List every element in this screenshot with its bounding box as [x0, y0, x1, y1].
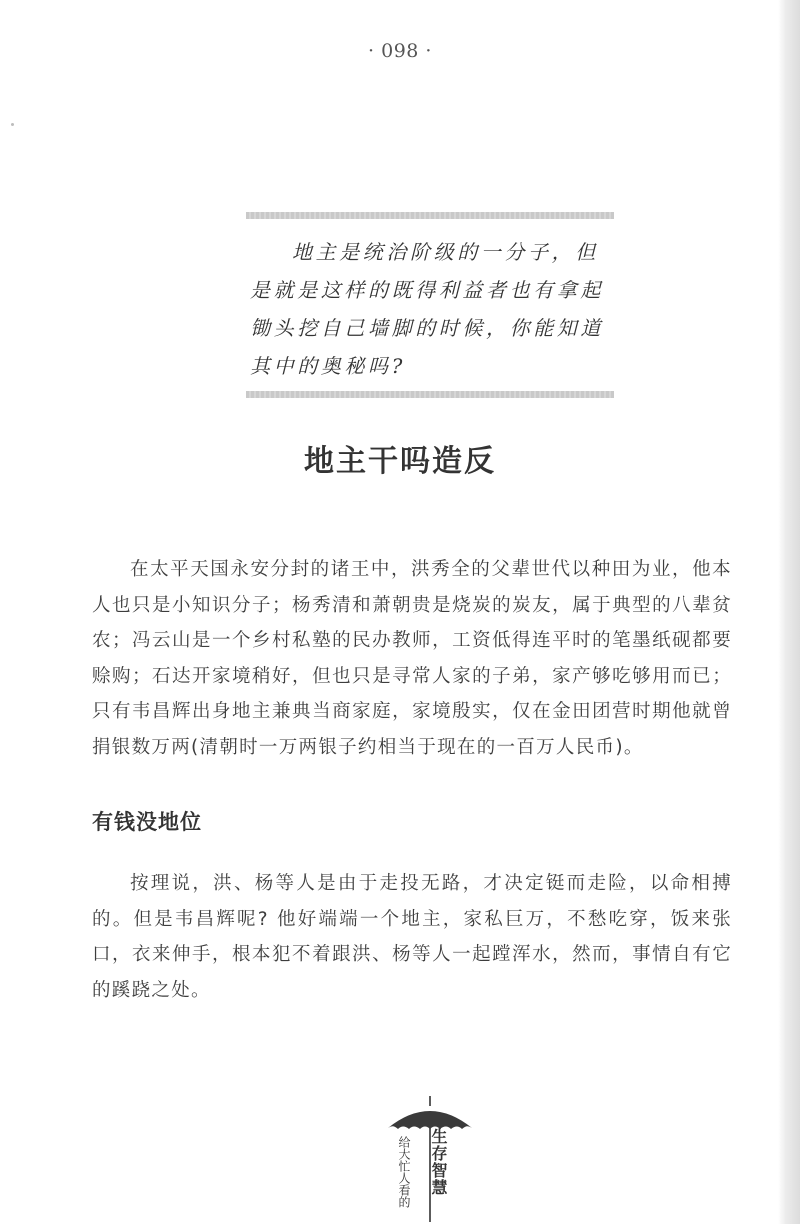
quote-rule-top	[246, 212, 614, 219]
gutter-shadow	[778, 0, 800, 1224]
section-heading: 有钱没地位	[92, 810, 202, 834]
body-paragraph-2: 按理说，洪、杨等人是由于走投无路，才决定铤而走险，以命相搏的。但是韦昌辉呢? 他好端端一个地主，家私巨万，不愁吃穿，饭来张口，衣来伸手，根本犯不着跟洪、杨等人一起蹚浑水，然而，事情自有它的蹊跷之处。	[92, 873, 732, 1001]
quote-rule-bottom	[246, 391, 614, 398]
logo-title: 生存智慧	[429, 1128, 448, 1196]
page-number: · 098 ·	[368, 40, 432, 62]
chapter-title: 地主干吗造反	[304, 444, 496, 479]
intro-quote-box	[246, 212, 614, 398]
body-paragraph-1: 在太平天国永安分封的诸王中，洪秀全的父辈世代以种田为业，他本人也只是小知识分子；杨秀清和萧朝贵是烧炭的炭友，属于典型的八辈贫农；冯云山是一个乡村私塾的民办教师，工资低得连平时的笔墨纸砚都要赊购；石达开家境稍好，但也只是寻常人家的子弟，家产够吃够用而已；只有韦昌辉出身地主兼典当商家庭，家境殷实，仅在金田团营时期他就曾捐银数万两(清朝时一万两银子约相当于现在的一百万人民币)。	[92, 559, 732, 758]
scan-speck	[11, 123, 14, 126]
series-logo	[384, 1094, 476, 1224]
logo-subtitle: 给大忙人看的	[397, 1136, 411, 1208]
intro-quote-text: 地主是统治阶级的一分子，但是就是这样的既得利益者也有拿起锄头挖自己墙脚的时候，你能知道其中的奥秘吗?	[250, 240, 604, 378]
